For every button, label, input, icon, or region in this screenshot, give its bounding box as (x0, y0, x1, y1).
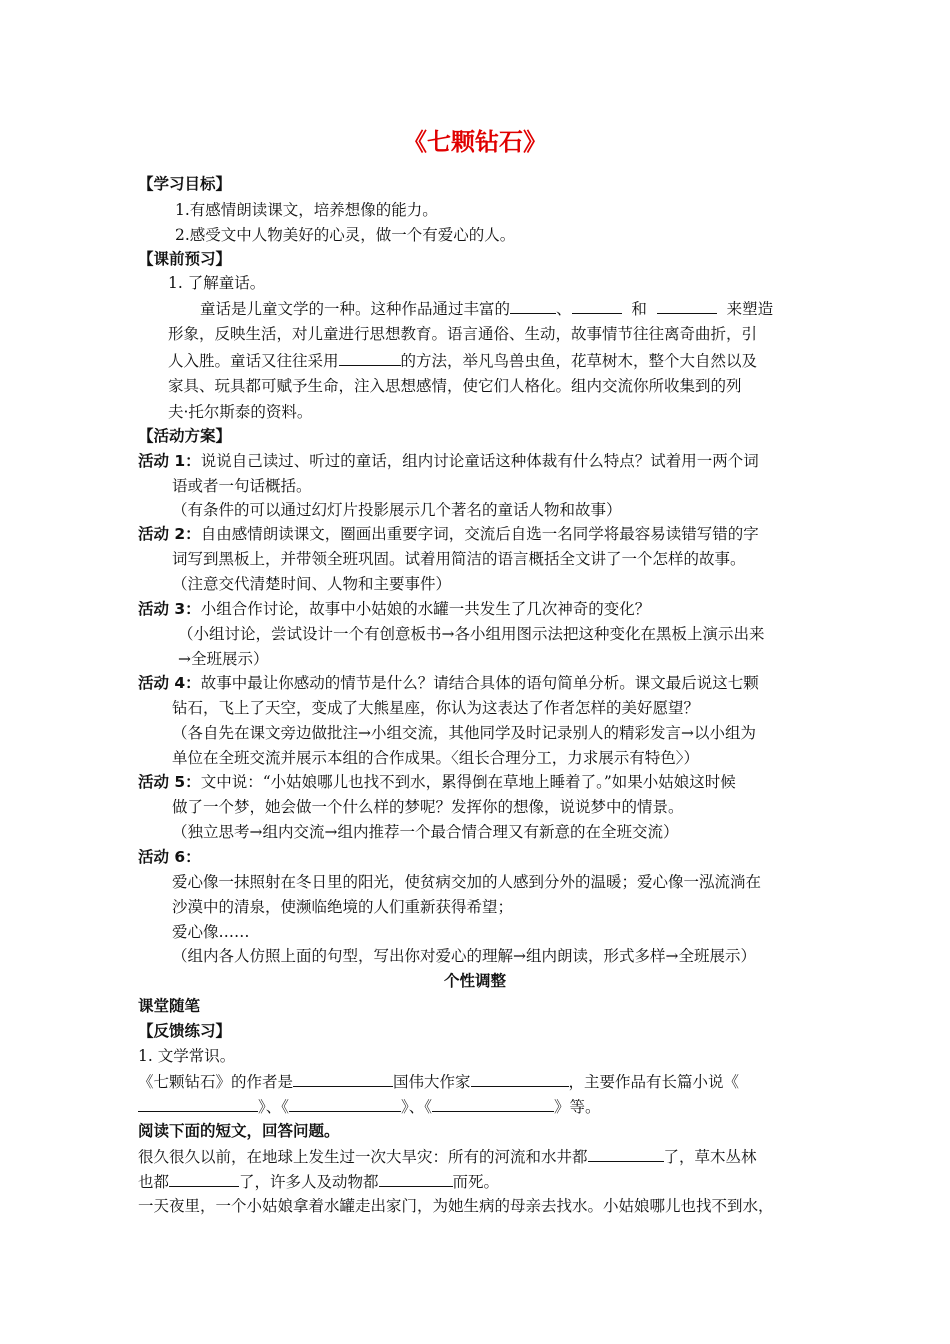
reading-line: 也都 了，许多人及动物都 而死。 (138, 1173, 500, 1191)
activity-2: 活动 2：自由感情朗读课文，圈画出重要字词，交流后自选一名同学将最容易读错写错的字 (138, 525, 759, 543)
fill-blank[interactable] (510, 298, 556, 314)
fill-blank[interactable] (657, 298, 717, 314)
section-heading-preview: 【课前预习】 (138, 250, 232, 268)
activity-label: 活动 2： (138, 525, 201, 543)
activity-line: 语或者一句话概括。 (172, 477, 312, 495)
fill-blank[interactable] (588, 1146, 664, 1162)
paragraph-line: 人入胜。童话又往往采用 的方法，举凡鸟兽虫鱼，花草树木，整个大自然以及 (168, 352, 758, 370)
fill-blank[interactable] (293, 1071, 393, 1087)
activity-note: （独立思考→组内交流→组内推荐一个最合情合理又有新意的在全班交流） (172, 823, 679, 841)
activity-line: 做了一个梦，她会做一个什么样的梦呢？发挥你的想像，说说梦中的情景。 (172, 798, 684, 816)
paragraph-line: 形象，反映生活，对儿童进行思想教育。语言通俗、生动，故事情节往往离奇曲折，引 (168, 325, 758, 343)
personal-adjustment-heading: 个性调整 (443, 972, 506, 990)
activity-line: 爱心像一抹照射在冬日里的阳光，使贫病交加的人感到分外的温暖；爱心像一泓流淌在 (172, 873, 762, 891)
exercise-line: 《七颗钻石》的作者是 国伟大作家 ，主要作品有长篇小说《 (138, 1073, 740, 1091)
activity-line: 钻石，飞上了天空，变成了大熊星座，你认为这表达了作者怎样的美好愿望？ (172, 699, 700, 717)
section-heading-activities: 【活动方案】 (138, 427, 232, 445)
activity-note: （小组讨论，尝试设计一个有创意板书→各小组用图示法把这种变化在黑板上演示出来 (178, 625, 765, 643)
activity-3: 活动 3：小组合作讨论，故事中小姑娘的水罐一共发生了几次神奇的变化？ (138, 600, 651, 618)
exercise-line: 》、《 》、《 》等。 (138, 1096, 601, 1117)
activity-note: 单位在全班交流并展示本组的合作成果。〈组长合理分工，力求展示有特色〉） (172, 749, 700, 767)
fill-blank[interactable] (379, 1171, 453, 1187)
fill-blank[interactable] (169, 1171, 239, 1187)
activity-note: （组内各人仿照上面的句型，写出你对爱心的理解→组内朗读，形式多样→全班展示） (172, 947, 756, 965)
paragraph-line: 家具、玩具都可赋予生命，注入思想感情，使它们人格化。组内交流你所收集到的列 (168, 377, 742, 395)
fill-blank[interactable] (289, 1096, 401, 1112)
reading-line: 很久很久以前，在地球上发生过一次大旱灾：所有的河流和水井都 了，草木丛林 (138, 1148, 757, 1166)
fill-blank[interactable] (471, 1071, 569, 1087)
fill-blank[interactable] (339, 350, 401, 366)
reading-heading: 阅读下面的短文，回答问题。 (138, 1122, 340, 1140)
activity-note: （注意交代清楚时间、人物和主要事件） (172, 575, 452, 593)
activity-label: 活动 3： (138, 600, 201, 618)
activity-6: 活动 6： (138, 848, 201, 866)
activity-label: 活动 1： (138, 452, 201, 470)
fill-blank[interactable] (432, 1096, 554, 1112)
paragraph-line: 童话是儿童文学的一种。这种作品通过丰富的 、 和 来塑造 (200, 300, 774, 318)
activity-label: 活动 4： (138, 674, 201, 692)
activity-label: 活动 5： (138, 773, 201, 791)
section-heading-feedback: 【反馈练习】 (138, 1022, 232, 1040)
goal-item-1: 1.有感情朗读课文，培养想像的能力。 (175, 201, 438, 219)
activity-line: 爱心像…… (172, 923, 250, 941)
goal-item-2: 2.感受文中人物美好的心灵，做一个有爱心的人。 (175, 226, 516, 244)
activity-line: 词写到黑板上，并带领全班巩固。试着用简洁的语言概括全文讲了一个怎样的故事。 (172, 550, 746, 568)
activity-note: →全班展示） (178, 650, 269, 668)
reading-line: 一天夜里，一个小姑娘拿着水罐走出家门，为她生病的母亲去找水。小姑娘哪儿也找不到水， (138, 1197, 774, 1215)
activity-note: （各自先在课文旁边做批注→小组交流，其他同学及时记录别人的精彩发言→以小组为 (172, 724, 756, 742)
activity-4: 活动 4：故事中最让你感动的情节是什么？请结合具体的语句简单分析。课文最后说这七颗 (138, 674, 759, 692)
paragraph-line: 夫·托尔斯泰的资料。 (168, 403, 313, 421)
fill-blank[interactable] (572, 298, 622, 314)
fill-blank[interactable] (138, 1096, 258, 1112)
activity-5: 活动 5：文中说：“小姑娘哪儿也找不到水，累得倒在草地上睡着了。”如果小姑娘这时候 (138, 773, 736, 791)
preview-item-1: 1. 了解童话。 (168, 274, 266, 292)
class-notes-heading: 课堂随笔 (138, 997, 201, 1015)
section-heading-goals: 【学习目标】 (138, 175, 232, 193)
exercise-1: 1. 文学常识。 (138, 1047, 236, 1065)
activity-1: 活动 1：说说自己读过、听过的童话，组内讨论童话这种体裁有什么特点？试着用一两个词 (138, 452, 759, 470)
document-title: 《七颗钻石》 (403, 128, 547, 156)
activity-line: 沙漠中的清泉，使濒临绝境的人们重新获得希望； (172, 898, 514, 916)
activity-note: （有条件的可以通过幻灯片投影展示几个著名的童话人物和故事） (172, 501, 622, 519)
